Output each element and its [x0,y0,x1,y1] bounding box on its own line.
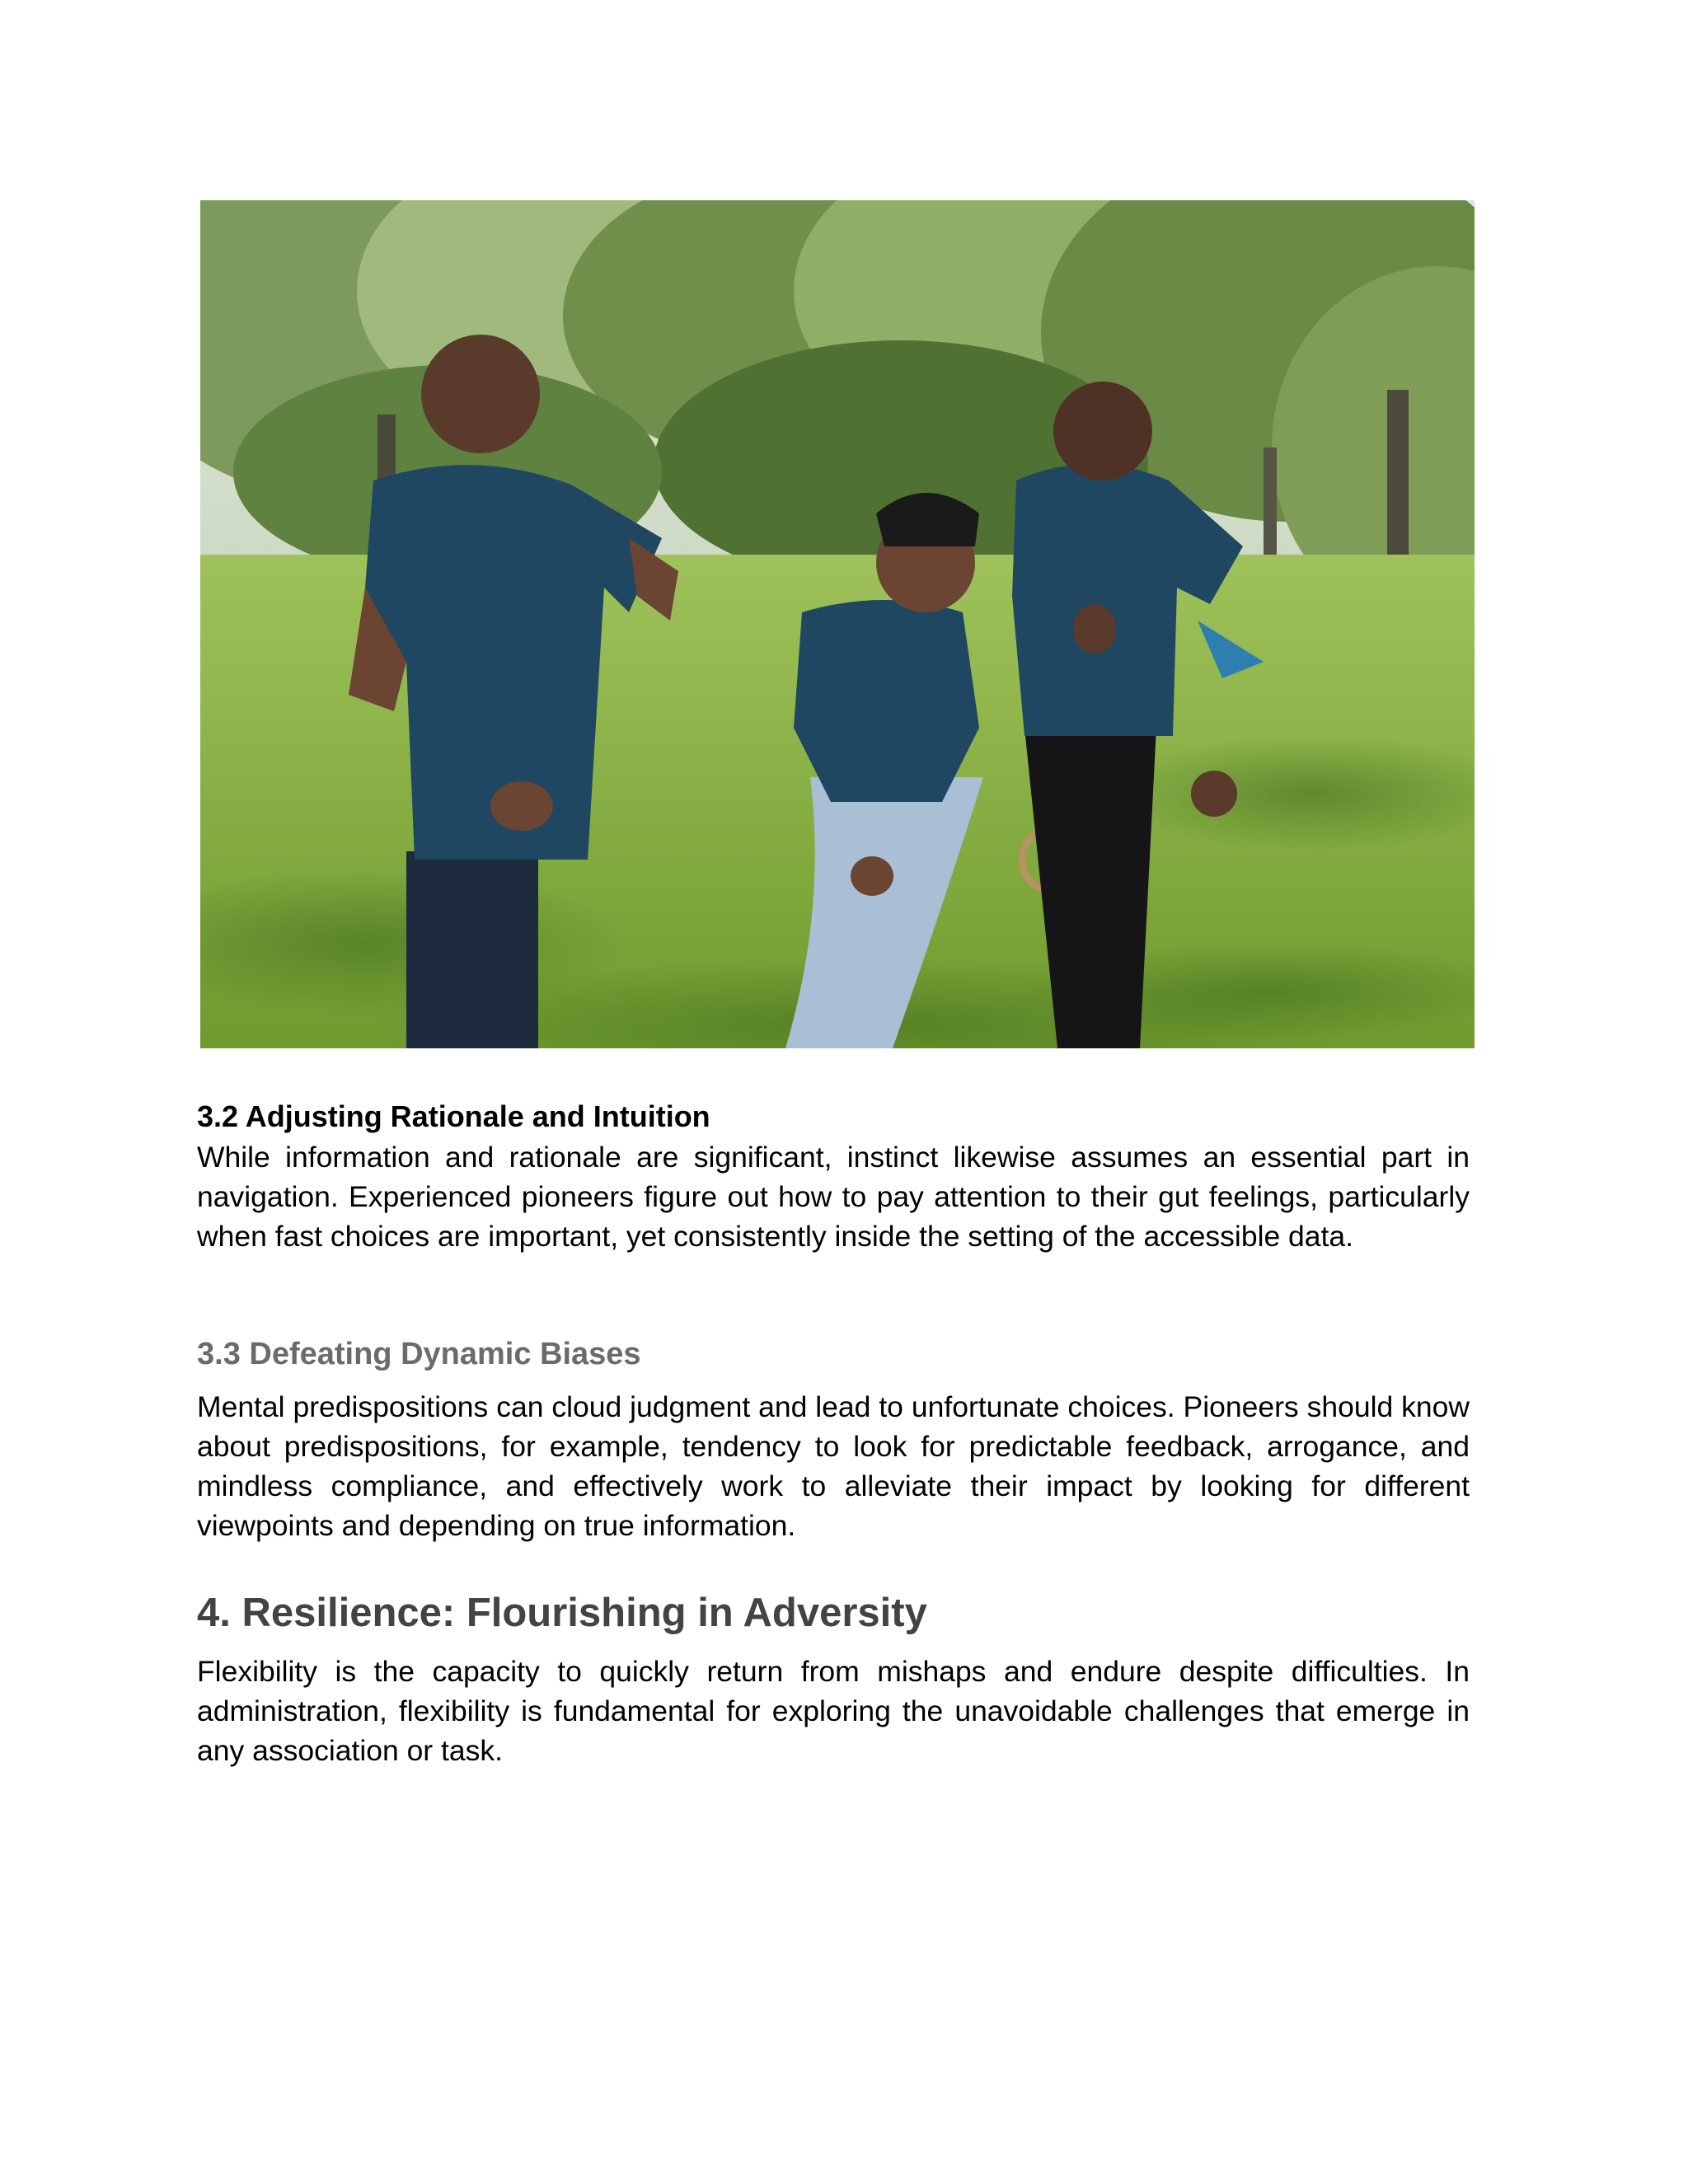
section-3-3-paragraph: Mental predispositions can cloud judgment and lead to unfortunate choices. Pioneers should know about predispositions, for example, tendency to look for predictable feedback, arrogance, and mindless compliance, and effectively work to alleviate their impact by looking for different viewpoints and depending on true information. [197,1390,1470,1542]
section-4-paragraph: Flexibility is the capacity to quickly return from mishaps and endure despite difficulties. In administration, flexibility is fundamental for exploring the unavoidable challenges that emerge in any association or task. [197,1655,1470,1767]
section-4-heading: 4. Resilience: Flourishing in Adversity [197,1591,927,1635]
section-3-2-heading: 3.2 Adjusting Rationale and Intuition [197,1099,710,1133]
section-3-2-paragraph: While information and rationale are significant, instinct likewise assumes an essential part in navigation. Experienced pioneers figure out how to pay attention to their gut feelings, particularly when fast choices are important, yet consistently inside the setting of the accessible data. [197,1141,1470,1253]
photo-illustration [200,200,1475,1048]
section-3-3-heading: 3.3 Defeating Dynamic Biases [197,1337,641,1371]
team-photo-image [200,200,1475,1048]
